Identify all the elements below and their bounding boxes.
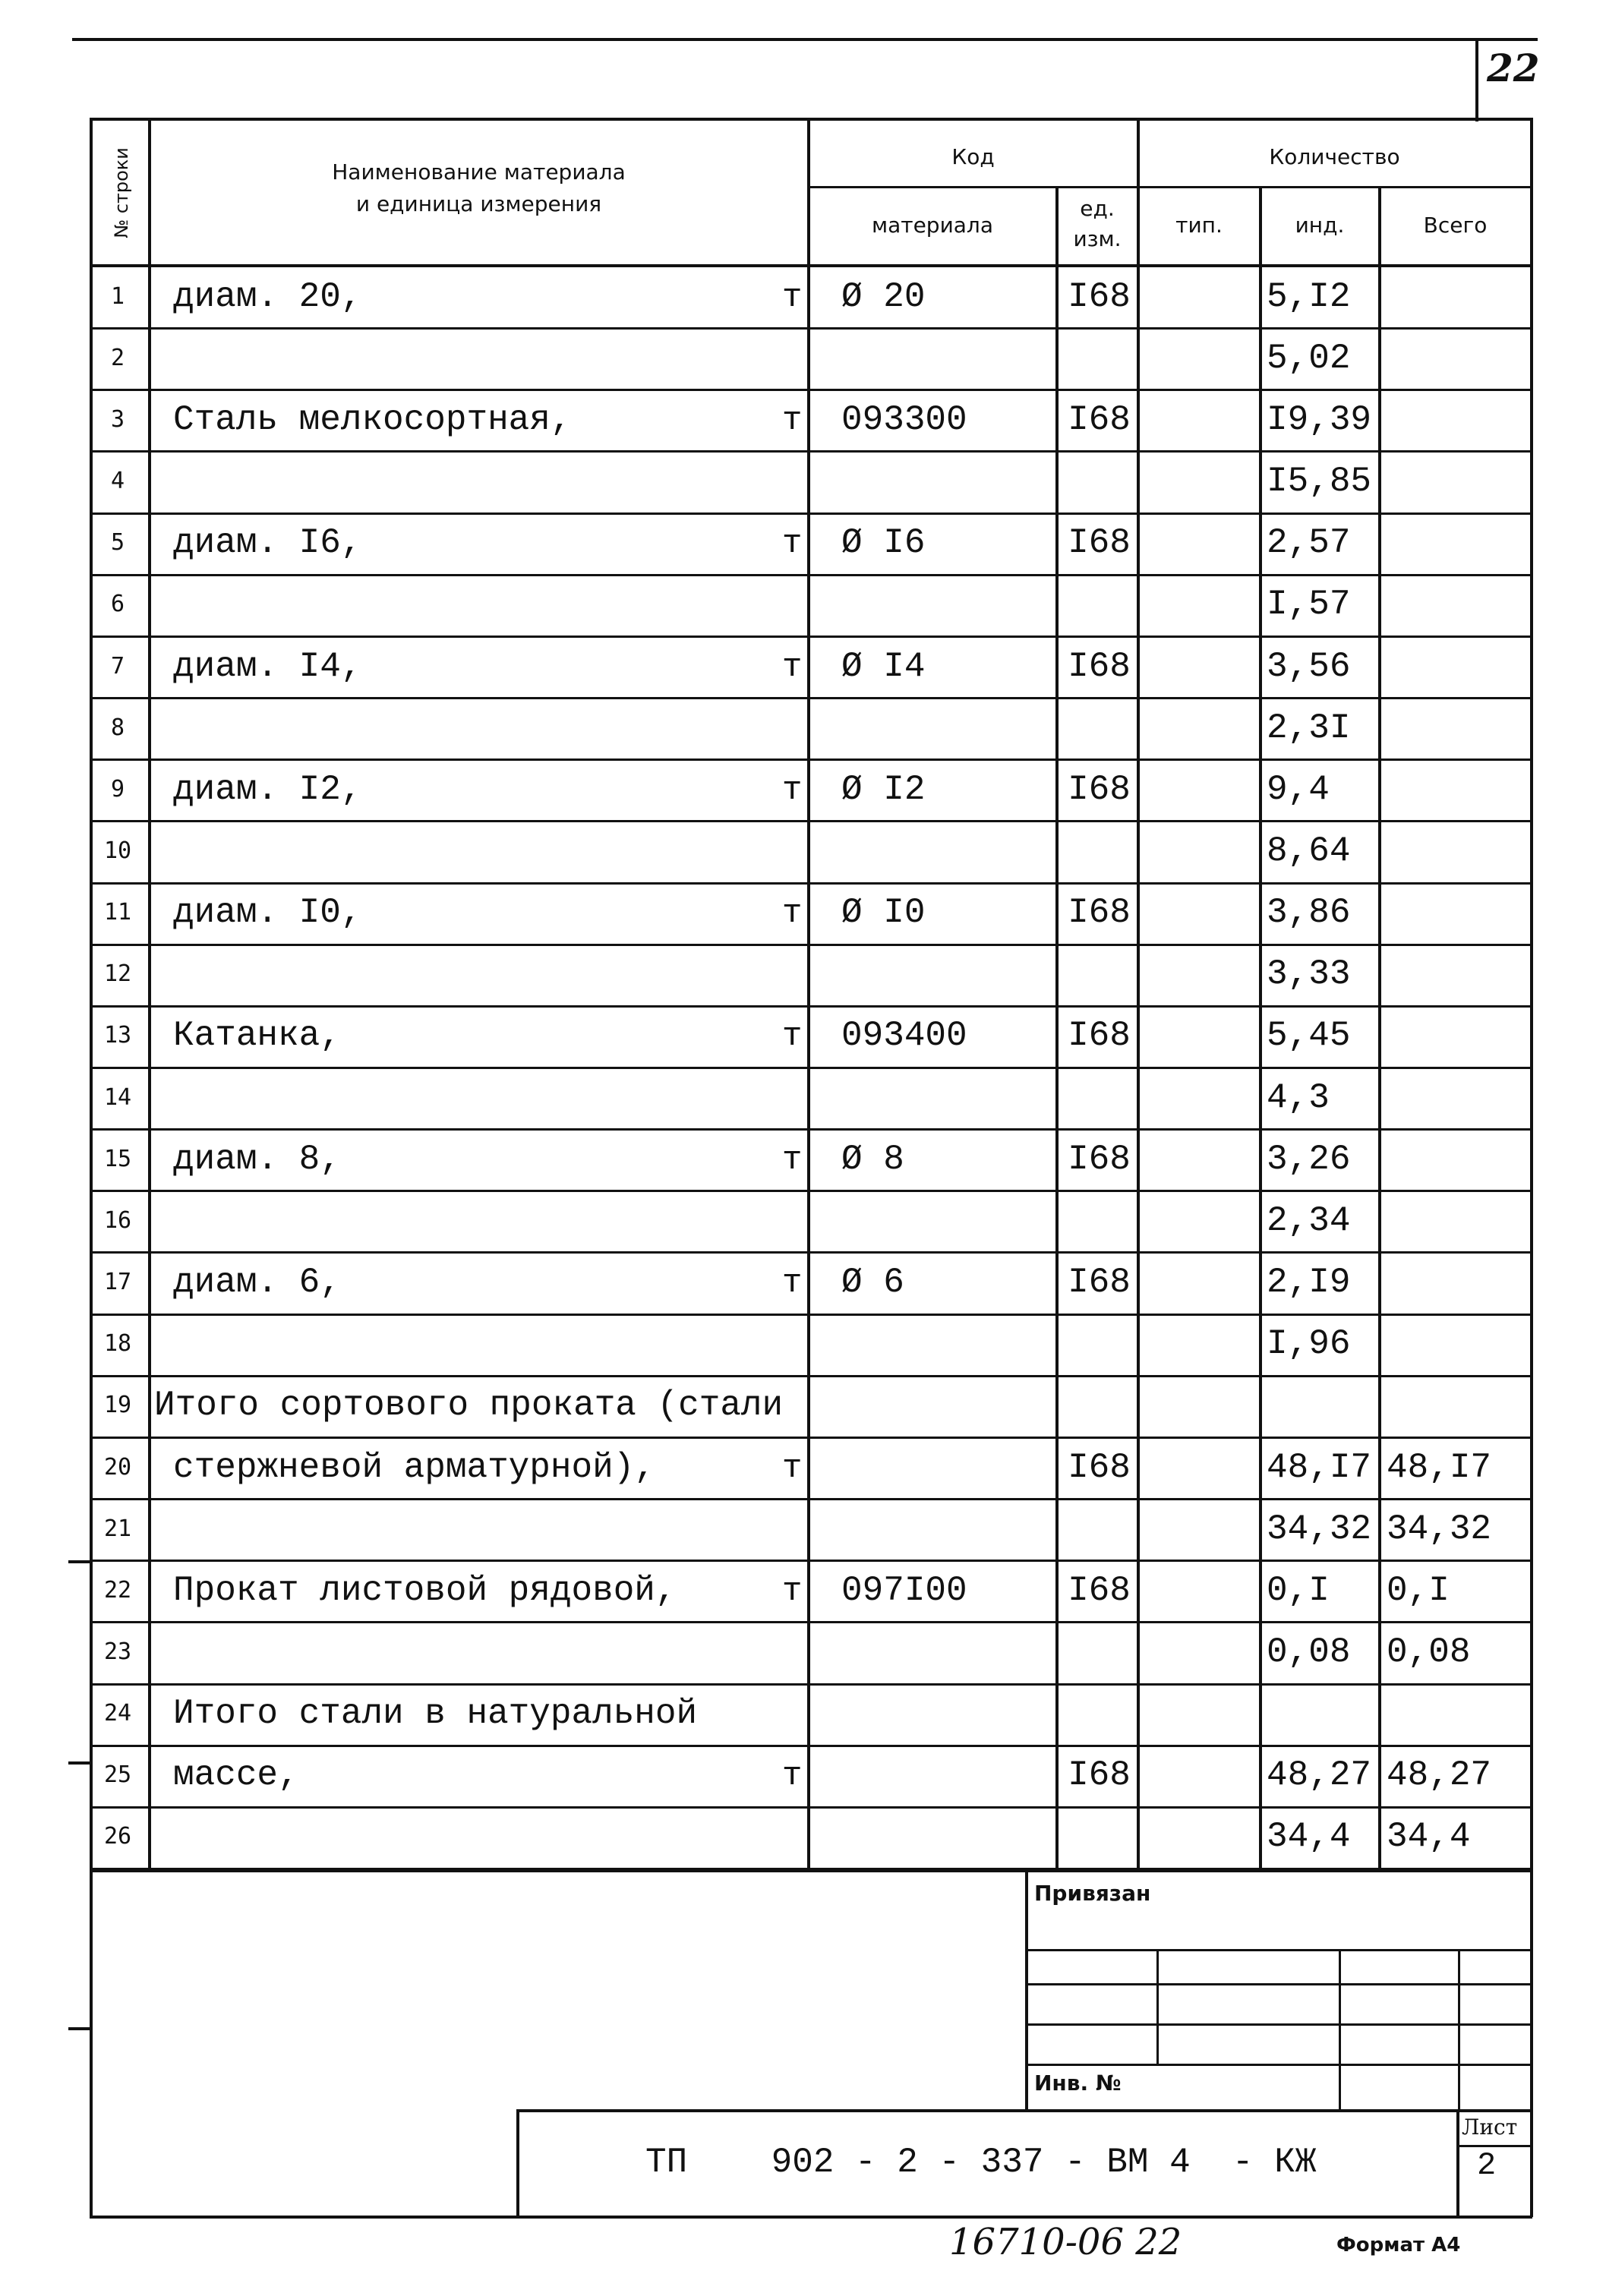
material-code: Ø I0 (841, 893, 926, 932)
material-code: Ø I6 (841, 523, 926, 563)
qty-total: 34,4 (1387, 1817, 1471, 1856)
document-code: ТП 902 - 2 - 337 - ВМ 4 - КЖ (645, 2143, 1317, 2182)
page-number-box-left (1475, 38, 1478, 121)
row-number: 1 (110, 283, 125, 310)
unit-code: I68 (1068, 1448, 1131, 1487)
qty-ind: I9,39 (1267, 400, 1372, 440)
header-row-no (95, 125, 148, 262)
margin-tick-1 (68, 1560, 91, 1563)
qty-total: 0,I (1387, 1571, 1450, 1610)
stamp-h3 (1025, 2023, 1532, 2026)
qty-ind: 48,I7 (1267, 1448, 1372, 1487)
material-name: Сталь мелкосортная, (173, 400, 572, 440)
row-number: 2 (110, 345, 125, 371)
qty-ind: 34,4 (1267, 1817, 1351, 1856)
material-code: Ø 20 (841, 277, 926, 317)
row-line (90, 574, 1532, 576)
row-number: 23 (103, 1638, 132, 1665)
col-line-rownum (148, 118, 151, 1872)
unit-letter: т (782, 771, 803, 809)
material-name: диам. I6, (173, 523, 362, 563)
unit-letter: т (782, 1264, 803, 1302)
frame-bottom (90, 2216, 1532, 2219)
row-number: 14 (103, 1084, 132, 1111)
material-name: диам. 20, (173, 277, 362, 317)
sheet-label: Лист (1462, 2115, 1518, 2140)
row-number: 13 (103, 1022, 132, 1049)
qty-ind: 48,27 (1267, 1755, 1372, 1795)
col-line-name (807, 118, 810, 1872)
row-line (90, 1560, 1532, 1562)
qty-ind: 3,56 (1267, 647, 1351, 686)
stamp-h4 (1025, 2064, 1532, 2066)
header-bottom-line (90, 264, 1532, 267)
row-number: 8 (110, 714, 125, 741)
material-name: диам. 6, (173, 1263, 341, 1302)
qty-ind: I5,85 (1267, 462, 1372, 501)
row-line (90, 1251, 1532, 1254)
row-line (90, 1005, 1532, 1008)
qty-ind: I,57 (1267, 585, 1351, 624)
header-unit: ед. (1080, 196, 1115, 221)
material-name: диам. I0, (173, 893, 362, 932)
stamp-h2 (1025, 1983, 1532, 1985)
unit-code: I68 (1068, 400, 1131, 440)
title-left (516, 2109, 519, 2217)
row-line (90, 1314, 1532, 1316)
material-name: массе, (173, 1755, 299, 1795)
row-number: 3 (110, 406, 125, 433)
unit-letter: т (782, 1017, 803, 1055)
row-number: 9 (110, 776, 125, 803)
row-number: 24 (103, 1700, 132, 1727)
header-name: Наименование материала (332, 159, 626, 184)
stamp-v2 (1339, 1949, 1341, 2112)
header-code: Код (951, 144, 995, 169)
unit-code: I68 (1068, 770, 1131, 809)
top-rule (72, 38, 1538, 41)
qty-ind: 5,45 (1267, 1016, 1351, 1055)
header-typ: тип. (1175, 213, 1223, 238)
header-name-2: и единица измерения (355, 191, 602, 216)
unit-letter: т (782, 648, 803, 686)
unit-letter: т (782, 402, 803, 440)
header-ind: инд. (1295, 213, 1345, 238)
material-code: Ø 6 (841, 1263, 904, 1302)
margin-tick-2 (68, 1761, 91, 1765)
material-name: диам. I4, (173, 647, 362, 686)
header-row-no-text: № строки (111, 147, 132, 238)
header-unit-2: изм. (1073, 226, 1122, 251)
row-number: 21 (103, 1515, 132, 1542)
row-line (90, 697, 1532, 699)
material-code: 097I00 (841, 1571, 967, 1610)
qty-ind: 9,4 (1267, 770, 1330, 809)
format-label: Формат А4 (1336, 2234, 1461, 2257)
unit-letter: т (782, 525, 803, 563)
qty-ind: 3,33 (1267, 954, 1351, 994)
row-number: 19 (103, 1392, 132, 1418)
material-name: Прокат листовой рядовой, (173, 1571, 677, 1610)
material-name: стержневой арматурной), (173, 1448, 655, 1487)
material-code: Ø I4 (841, 647, 926, 686)
qty-ind: 2,I9 (1267, 1263, 1351, 1302)
unit-letter: т (782, 1141, 803, 1179)
title-top (516, 2109, 1532, 2112)
row-number: 20 (103, 1454, 132, 1481)
stamp-h1 (1025, 1949, 1532, 1951)
unit-code: I68 (1068, 893, 1131, 932)
row-number: 5 (110, 529, 125, 556)
frame-top (90, 118, 1532, 121)
unit-code: I68 (1068, 277, 1131, 317)
row-line (90, 1067, 1532, 1069)
sheet-box-left (1456, 2109, 1459, 2217)
unit-code: I68 (1068, 1263, 1131, 1302)
row-line (90, 1437, 1532, 1439)
row-line (90, 1621, 1532, 1623)
unit-letter: т (782, 894, 803, 932)
unit-letter: т (782, 1449, 803, 1487)
footer-note: 16710-06 22 (949, 2221, 1182, 2263)
table-bottom (90, 1869, 1532, 1872)
row-line (90, 944, 1532, 946)
row-number: 25 (103, 1761, 132, 1788)
header-qty: Количество (1269, 144, 1400, 169)
qty-ind: 8,64 (1267, 831, 1351, 871)
material-code: 093300 (841, 400, 967, 440)
qty-ind: 5,I2 (1267, 277, 1351, 317)
row-number: 22 (103, 1577, 132, 1604)
row-number: 7 (110, 653, 125, 680)
unit-code: I68 (1068, 1571, 1131, 1610)
page-number: 22 (1487, 46, 1540, 90)
row-line (90, 450, 1532, 453)
row-number: 6 (110, 591, 125, 617)
material-code: 093400 (841, 1016, 967, 1055)
material-name: Итого стали в натуральной (173, 1694, 698, 1733)
qty-ind: 2,34 (1267, 1201, 1351, 1241)
row-line (90, 1128, 1532, 1131)
qty-ind: 0,08 (1267, 1632, 1351, 1672)
row-number: 15 (103, 1146, 132, 1172)
row-line (90, 1190, 1532, 1192)
row-line (90, 389, 1532, 391)
material-name: диам. 8, (173, 1140, 341, 1179)
row-line (90, 1375, 1532, 1377)
unit-letter: т (782, 1572, 803, 1610)
qty-ind: 3,86 (1267, 893, 1351, 932)
unit-code: I68 (1068, 1755, 1131, 1795)
row-line (90, 1683, 1532, 1686)
material-code: Ø I2 (841, 770, 926, 809)
qty-ind: 5,02 (1267, 339, 1351, 378)
frame-right (1530, 118, 1533, 2217)
row-line (90, 882, 1532, 885)
row-line (90, 1498, 1532, 1500)
row-line (90, 820, 1532, 822)
unit-code: I68 (1068, 523, 1131, 563)
row-number: 16 (103, 1207, 132, 1234)
col-line-ind (1378, 188, 1381, 1872)
material-name: Итого сортового проката (стали (154, 1386, 784, 1425)
row-number: 17 (103, 1269, 132, 1295)
qty-total: 0,08 (1387, 1632, 1471, 1672)
qty-ind: 4,3 (1267, 1078, 1330, 1118)
unit-code: I68 (1068, 1140, 1131, 1179)
unit-letter: т (782, 1757, 803, 1795)
material-name: Катанка, (173, 1016, 341, 1055)
stamp-v1 (1156, 1949, 1159, 2064)
qty-total: 48,I7 (1387, 1448, 1492, 1487)
stamp-left-line (1025, 1869, 1028, 2112)
qty-total: 48,27 (1387, 1755, 1492, 1795)
qty-ind: 3,26 (1267, 1140, 1351, 1179)
row-line (90, 1745, 1532, 1747)
qty-ind: 34,32 (1267, 1509, 1372, 1549)
unit-code: I68 (1068, 647, 1131, 686)
unit-code: I68 (1068, 1016, 1131, 1055)
inv-label: Инв. № (1034, 2070, 1122, 2096)
qty-ind: 2,3I (1267, 708, 1351, 748)
header-mid-line (807, 186, 1532, 188)
qty-ind: I,96 (1267, 1324, 1351, 1364)
qty-ind: 2,57 (1267, 523, 1351, 563)
qty-total: 34,32 (1387, 1509, 1492, 1549)
row-line (90, 636, 1532, 638)
col-line-code (1055, 188, 1059, 1872)
row-line (90, 1806, 1532, 1809)
row-number: 10 (103, 837, 132, 864)
header-material: материала (871, 213, 993, 238)
qty-ind: 0,I (1267, 1571, 1330, 1610)
col-line-typ (1259, 188, 1262, 1872)
row-line (90, 327, 1532, 330)
row-number: 11 (103, 899, 132, 926)
row-line (90, 512, 1532, 515)
material-code: Ø 8 (841, 1140, 904, 1179)
row-number: 4 (110, 468, 125, 494)
margin-tick-3 (68, 2027, 91, 2030)
header-total: Всего (1423, 213, 1488, 238)
sheet-number: 2 (1477, 2147, 1497, 2184)
material-name: диам. I2, (173, 770, 362, 809)
col-line-unit (1137, 118, 1140, 1872)
row-number: 18 (103, 1330, 132, 1357)
row-line (90, 758, 1532, 761)
unit-letter: т (782, 279, 803, 317)
privyazan-label: Привязан (1034, 1881, 1151, 1906)
row-number: 26 (103, 1823, 132, 1850)
row-number: 12 (103, 960, 132, 987)
stamp-v3 (1458, 1949, 1460, 2112)
